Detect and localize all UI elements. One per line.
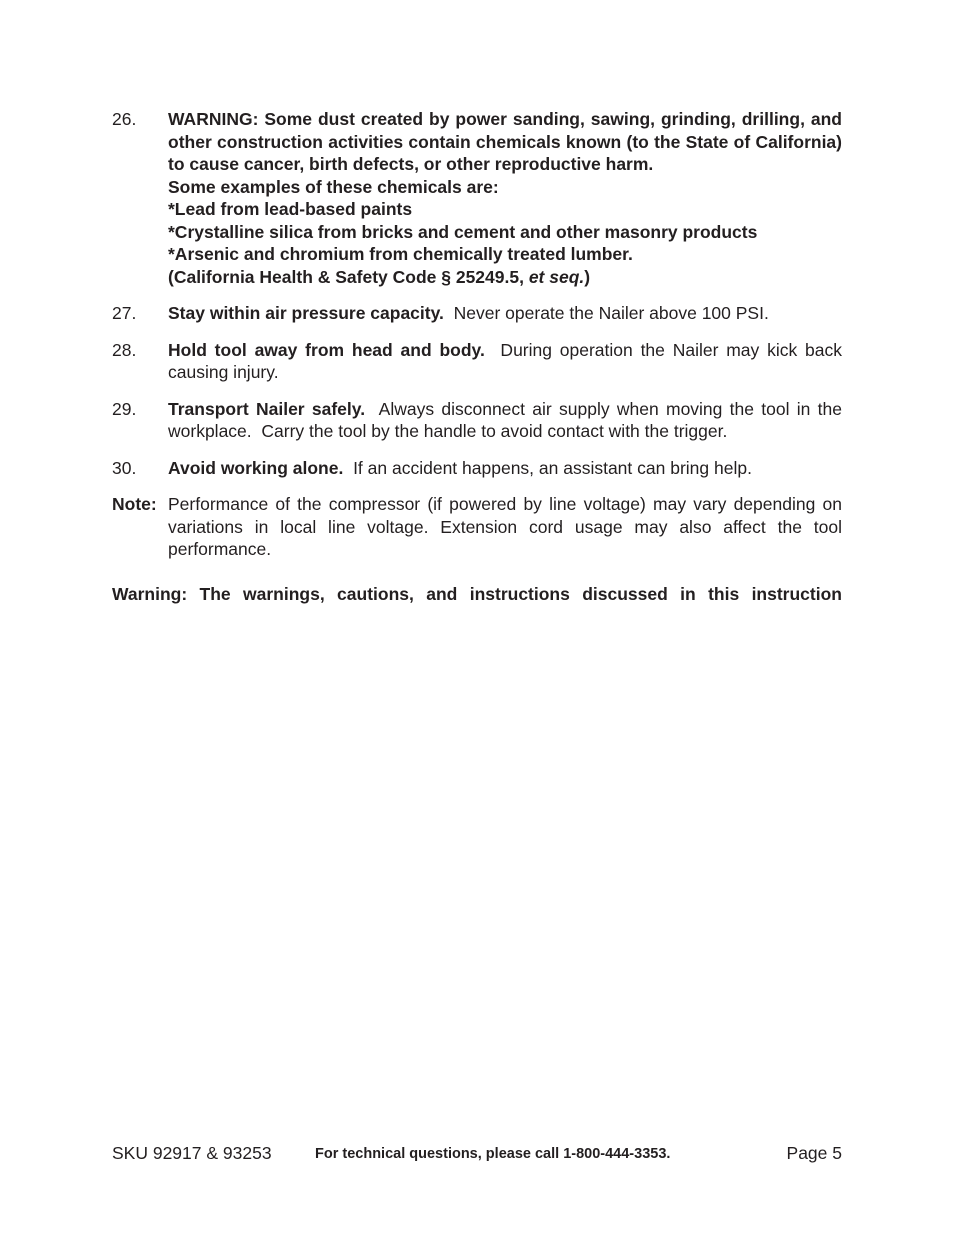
- item-number: 30.: [112, 457, 137, 478]
- code-citation: [168, 266, 842, 289]
- item-heading: Avoid working alone.: [168, 457, 344, 478]
- footer-sku: SKU 92917 & 93253: [112, 1143, 272, 1163]
- footer-tech-support: For technical questions, please call 1-800-444-3353.: [315, 1146, 671, 1162]
- item-text: [168, 457, 842, 480]
- item-description: Never operate the Nailer above 100 PSI.: [443, 303, 769, 323]
- document-body: [112, 108, 847, 605]
- item-description: If an accident happens, an assistant can bring help.: [343, 457, 752, 478]
- item-number: 27.: [112, 303, 137, 323]
- example-arsenic: *Arsenic and chromium from chemically treated lumber.: [168, 244, 633, 264]
- note-label: Note:: [112, 494, 157, 514]
- list-item-27: [112, 302, 842, 325]
- example-lead: *Lead from lead-based paints: [168, 199, 413, 219]
- note: [112, 493, 842, 561]
- list-item-28: [112, 339, 847, 384]
- code-citation-italic: et seq.: [528, 266, 585, 287]
- examples-heading: Some examples of these chemicals are:: [168, 176, 499, 197]
- item-heading: Stay within air pressure capacity.: [168, 303, 444, 323]
- example-silica: *Crystalline silica from bricks and cement and other masonry products: [168, 221, 758, 242]
- page-footer: [112, 1143, 842, 1167]
- item-heading: Transport Nailer safely.: [168, 398, 366, 419]
- list-item-29: [112, 398, 847, 443]
- item-number: 28.: [112, 339, 137, 360]
- warning-paragraph: WARNING: Some dust created by power sanding, sawing, grinding, drilling, and other construction activities contain chemicals known (to the State of California) to cause cancer, birth defects, or other reproductive harm.: [168, 109, 842, 174]
- item-description: During operation the Nailer may kick back causing injury.: [168, 339, 847, 382]
- prop65-warning: [168, 108, 842, 288]
- item-text: [168, 339, 847, 384]
- final-warning: Warning: The warnings, cautions, and instructions discussed in this instruction: [112, 583, 842, 604]
- item-text: [168, 302, 842, 325]
- item-description: Always disconnect air supply when moving the tool in the workplace. Carry the tool by the handle to avoid contact with the trigger.: [168, 398, 847, 441]
- item-number: 26.: [112, 109, 137, 129]
- code-citation-suffix: ): [584, 266, 591, 287]
- item-text: [168, 398, 847, 443]
- note-text: Performance of the compressor (if powered by line voltage) may vary depending on variations in local line voltage. Extension cord usage may also affect the tool performance.: [168, 494, 842, 559]
- page-number: Page 5: [786, 1143, 842, 1163]
- list-item-30: [112, 457, 842, 480]
- code-citation-prefix: (California Health & Safety Code § 25249.5,: [168, 266, 529, 287]
- item-number: 29.: [112, 398, 137, 419]
- item-heading: Hold tool away from head and body.: [168, 339, 485, 360]
- list-item-26: [112, 108, 842, 288]
